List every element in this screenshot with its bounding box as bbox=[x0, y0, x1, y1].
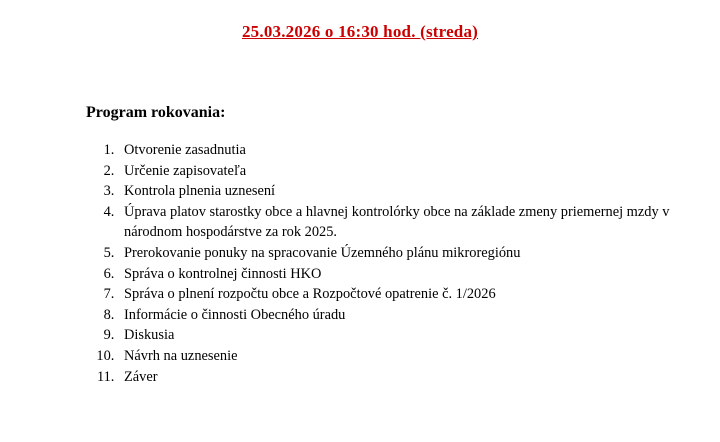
agenda-item-text: Správa o plnení rozpočtu obce a Rozpočtové opatrenie č. 1/2026 bbox=[124, 286, 496, 303]
list-item bbox=[118, 325, 720, 346]
list-item bbox=[118, 202, 720, 243]
agenda-item-text: Informácie o činnosti Obecného úradu bbox=[124, 306, 346, 323]
meeting-datetime-heading: 25.03.2026 o 16:30 hod. (streda) bbox=[241, 22, 479, 41]
agenda-item-text: Kontrola plnenia uznesení bbox=[124, 183, 276, 200]
list-item bbox=[118, 346, 720, 367]
agenda-item-text: Záver bbox=[124, 368, 158, 385]
agenda-list bbox=[0, 140, 720, 387]
list-item bbox=[118, 161, 720, 182]
agenda-item-text: Diskusia bbox=[124, 327, 175, 344]
list-item bbox=[118, 243, 720, 264]
agenda-item-text: Prerokovanie ponuky na spracovanie Územného plánu mikroregiónu bbox=[124, 244, 521, 261]
document-page bbox=[0, 22, 720, 442]
agenda-item-text: Otvorenie zasadnutia bbox=[124, 142, 246, 158]
agenda-item-text: Úprava platov starostky obce a hlavnej kontrolórky obce na základe zmeny priemernej mzdy v národnom hospodárstve za rok 2025. bbox=[124, 203, 670, 241]
list-item bbox=[118, 181, 720, 202]
agenda-item-text: Určenie zapisovateľa bbox=[124, 162, 247, 179]
list-item bbox=[118, 305, 720, 326]
list-item bbox=[118, 264, 720, 285]
agenda-item-text: Správa o kontrolnej činnosti HKO bbox=[124, 265, 322, 282]
list-item bbox=[118, 367, 720, 388]
list-item bbox=[118, 140, 720, 161]
agenda-item-text: Návrh na uznesenie bbox=[124, 347, 238, 364]
list-item bbox=[118, 284, 720, 305]
program-title: Program rokovania: bbox=[86, 104, 226, 121]
